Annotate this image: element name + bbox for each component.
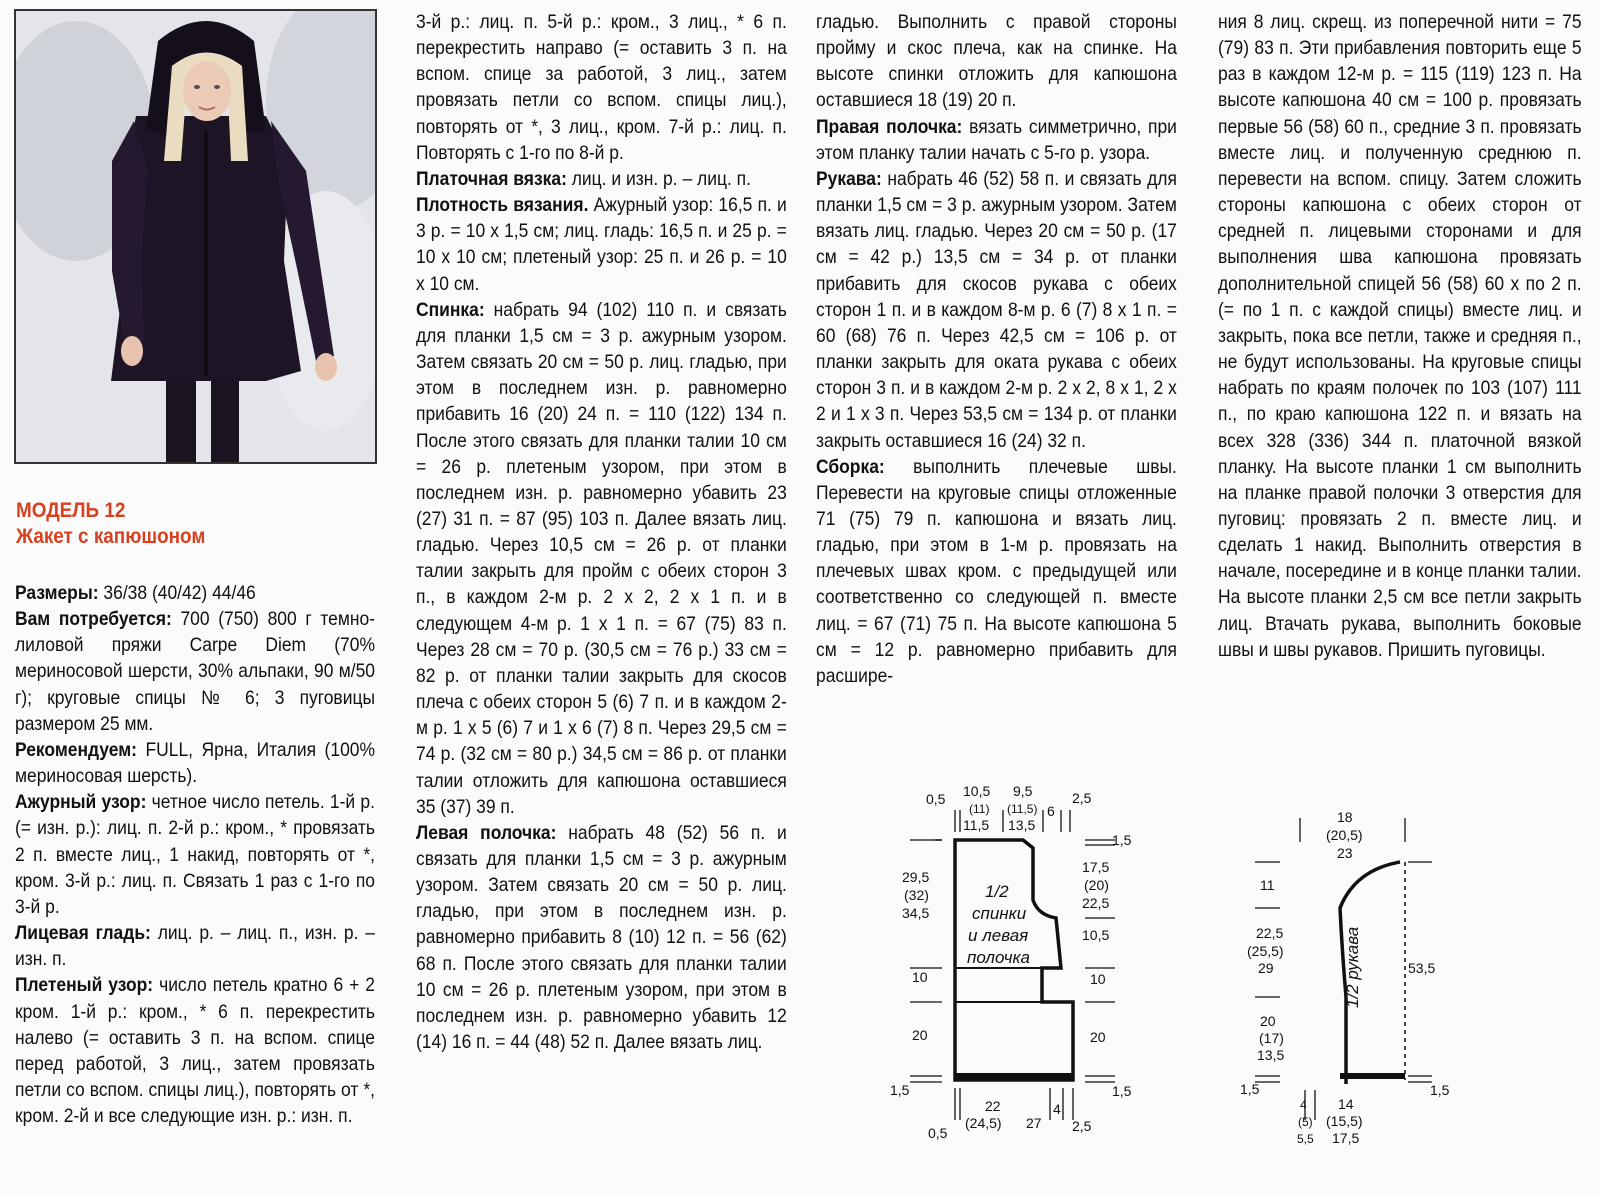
term: Рекомендуем:: [15, 738, 137, 761]
dim-label: 10,5: [1082, 927, 1110, 943]
paragraph-text: гладью. Выполнить с правой стороны пройму и скос плеча, как на спинке. На высоте спинки отложить для капюшона оставшиеся 18 (19) 20 п.: [816, 11, 1177, 112]
paragraph-assembly-cont: [1218, 9, 1582, 663]
dim-label: 20: [1260, 1013, 1276, 1029]
paragraph-stockinette: [15, 920, 375, 972]
dim-label: 1,5: [1112, 832, 1132, 848]
text-column-2: [416, 9, 787, 1055]
paragraph-text: FULL, Ярна, Италия (100% мериносовая шерсть).: [15, 738, 375, 788]
dim-label: 22,5: [1082, 895, 1110, 911]
paragraph-left-front-cont: [816, 9, 1177, 114]
dim-label: 22,5: [1256, 925, 1284, 941]
dim-label: 18: [1337, 809, 1353, 825]
dim-label: (20): [1084, 877, 1109, 893]
body-label-4: полочка: [967, 948, 1030, 967]
dim-label: 11,5: [963, 817, 990, 833]
sleeve-schematic-labels: [1240, 809, 1450, 1146]
dim-label: 53,5: [1408, 960, 1436, 976]
dim-label: (15,5): [1326, 1113, 1363, 1129]
term: Плетеный узор:: [15, 974, 154, 997]
paragraph-garter: [416, 166, 787, 192]
dim-label: 4: [1300, 1098, 1307, 1112]
body-label-2: спинки: [972, 904, 1027, 923]
paragraph-text: лиц. и изн. р. – лиц. п.: [566, 167, 751, 190]
paragraph-cable-pattern: [15, 972, 375, 1129]
model-heading: [16, 498, 205, 550]
paragraph-lace-pattern: [15, 789, 375, 920]
paragraph-text: число петель кратно 6 + 2 кром. 1-й р.: кром., * 6 п. перекрестить налево (= оставить 3 п. на вспом. спице перед работой, 3 лиц., затем провязать петли со вспом. спицы лиц.), повторять от *, кром. 2-й и все следующие изн. р.: изн. п.: [15, 974, 375, 1128]
schematic-drawings: [880, 770, 1600, 1189]
dim-label: (17): [1259, 1030, 1284, 1046]
term: Размеры:: [15, 582, 99, 604]
paragraph-recommend: [15, 737, 375, 789]
body-label-3: и левая: [968, 926, 1029, 945]
dim-label: 10,5: [963, 783, 991, 799]
term: Спинка:: [416, 298, 485, 321]
model-number: МОДЕЛЬ 12: [16, 499, 126, 522]
term: Левая полочка:: [416, 821, 557, 844]
dim-label: 9,5: [1013, 783, 1033, 799]
dim-label: 13,5: [1008, 817, 1036, 833]
dim-label: (20,5): [1326, 827, 1363, 843]
dim-label: 14: [1338, 1096, 1354, 1112]
body-schematic-labels: [890, 783, 1132, 1141]
paragraph-assembly: [816, 454, 1177, 689]
paragraph-materials: [15, 606, 375, 737]
dim-label: (24,5): [965, 1115, 1002, 1131]
dim-label: 6: [1047, 803, 1055, 819]
term: Правая полочка:: [816, 115, 963, 138]
dim-label: 2,5: [1072, 790, 1092, 806]
body-label-1: 1/2: [985, 882, 1009, 901]
dim-label: 34,5: [902, 905, 930, 921]
text-column-1: [15, 580, 375, 1129]
text-column-3: [816, 9, 1177, 689]
dim-label: 22: [985, 1098, 1001, 1114]
paragraph-gauge: [416, 192, 787, 297]
dim-label: 20: [912, 1027, 928, 1043]
paragraph-back: [416, 297, 787, 820]
paragraph-text: 36/38 (40/42) 44/46: [98, 582, 256, 604]
dim-label: 5,5: [1297, 1132, 1314, 1146]
paragraph-sizes: [15, 580, 375, 606]
model-photo: [14, 9, 377, 464]
paragraph-sleeves: [816, 166, 1177, 454]
dim-label: 10: [1090, 971, 1106, 987]
dim-label: 10: [912, 969, 928, 985]
dim-label: (32): [904, 887, 929, 903]
dim-label: 17,5: [1082, 859, 1110, 875]
paragraph-text: 3-й р.: лиц. п. 5-й р.: кром., 3 лиц., * 6 п. перекрестить направо (= оставить 3 п. на вспом. спице за работой, 3 лиц., затем провязать петли со вспом. спицы лиц.), повторять от *, 3 лиц., кром. 7-й р.: лиц. п. Повторять с 1-го по 8-й р.: [416, 11, 787, 164]
pattern-schematics: [880, 770, 1600, 1189]
dim-label: 11: [1260, 877, 1275, 893]
sleeve-title: 1/2 рукава: [1343, 926, 1362, 1008]
dim-label: 0,5: [928, 1125, 948, 1141]
model-photo-illustration: [16, 11, 377, 464]
text-column-4: [1218, 9, 1582, 663]
model-name: Жакет с капюшоном: [16, 525, 206, 548]
dim-label: (25,5): [1247, 943, 1284, 959]
dim-label: (5): [1298, 1115, 1313, 1129]
dim-label: 23: [1337, 845, 1353, 861]
term: Сборка:: [816, 455, 885, 478]
paragraph-left-front: [416, 820, 787, 1055]
paragraph-text: лиц. р. – лиц. п., изн. р. – изн. п.: [15, 922, 375, 971]
term: Ажурный узор:: [15, 791, 147, 814]
term: Плотность вязания.: [416, 194, 589, 217]
term: Платочная вязка:: [416, 167, 567, 190]
term: Вам потребуется:: [15, 608, 172, 631]
paragraph-text: набрать 48 (52) 56 п. и связать для планки 1,5 см = 3 р. ажурным узором. Затем связать 20 см = 50 р. лиц. гладью, при этом в последнем изн. р. равномерно прибавить 8 (10) 12 п. = 56 (62) 68 п. После этого связать для планки талии 10 см = 26 р. плетеным узором, при этом в последнем изн. р. равномерно убавить 12 (14) 16 п. = 44 (48) 52 п. Далее вязать лиц.: [416, 821, 787, 1054]
dim-label: 17,5: [1332, 1130, 1360, 1146]
dim-label: 27: [1026, 1115, 1042, 1131]
dim-label: (11,5): [1007, 802, 1038, 816]
paragraph-text: вязать симметрично, при этом планку талии начать с 5-го р. узора.: [816, 115, 1177, 164]
dim-label: (11): [969, 802, 990, 816]
paragraph-text: Ажурный узор: 16,5 п. и 3 р. = 10 х 1,5 см; лиц. гладь: 16,5 п. и 25 р. = 10 х 10 см; плетеный узор: 25 п. и 26 р. = 10 х 10 см.: [416, 194, 787, 295]
dim-label: 13,5: [1257, 1047, 1285, 1063]
paragraph-text: четное число петель. 1-й р. (= изн. р.): лиц. п. 2-й р.: кром., * провязать 2 п. вместе лиц., 1 накид, повторять от *, кром. 3-й р.: лиц. п. Связать 1 раз с 1-го по 3-й р.: [15, 791, 375, 918]
paragraph-cable-cont: [416, 9, 787, 166]
dim-label: 29,5: [902, 869, 930, 885]
dim-label: 4: [1053, 1101, 1061, 1117]
paragraph-right-front: [816, 114, 1177, 166]
dim-label: 29: [1258, 960, 1274, 976]
term: Рукава:: [816, 167, 882, 190]
paragraph-text: 700 (750) 800 г темно-лиловой пряжи Carpe Diem (70% мериносовой шерсти, 30% альпаки, 90 м/50 г); круговые спицы № 6; 3 пуговицы размером 25 мм.: [15, 608, 375, 735]
dim-label: 20: [1090, 1029, 1106, 1045]
dim-label: 1,5: [1430, 1082, 1450, 1098]
dim-label: 0,5: [926, 791, 946, 807]
term: Лицевая гладь:: [15, 922, 151, 945]
dim-label: 2,5: [1072, 1118, 1092, 1134]
paragraph-text: ния 8 лиц. скрещ. из поперечной нити = 75 (79) 83 п. Эти прибавления повторить еще 5 раз в каждом 12-м р. = 115 (119) 123 п. На высоте капюшона 40 см = 100 р. провязать первые 56 (58) 60 п., средние 3 п. провязать вместе лиц. и полученную среднюю п. перевести на вспом. спицу. Затем сложить стороны капюшона с обеих сторон от средней п. лицевыми сторонами и для выполнения шва капюшона провязать дополнительной спицей 56 (58) 60 х по 2 п. (= по 1 п. с каждой спицы) вместе лиц. и закрыть, пока все петли, также и средняя п., не будут использованы. На круговые спицы набрать по краям полочек по 103 (107) 111 п., по краю капюшона 122 п. и вязать на всех 328 (336) 344 п. платочной вязкой планку. На высоте планки 1 см выполнить на планке правой полочки 3 отверстия для пуговиц: провязать 2 п. вместе лиц. и сделать 1 накид. Выполнить отверстия в начале, посередине и в конце планки талии. На высоте планки 2,5 см все петли закрыть лиц. Втачать рукава, выполнить боковые швы и швы рукавов. Пришить пуговицы.: [1218, 11, 1582, 661]
dim-label: 1,5: [890, 1082, 910, 1098]
dim-label: 1,5: [1112, 1083, 1132, 1099]
paragraph-text: набрать 46 (52) 58 п. и связать для планки 1,5 см = 3 р. ажурным узором. Затем вязать лиц. гладью. Через 20 см = 50 р. (17 см = 42 р.) 13,5 см = 34 р. от планки прибавить для скосов рукава с обеих сторон 1 п. и в каждом 8-м р. 6 (7) 8 х 1 п. = 60 (68) 76 п. Через 42,5 см = 106 р. от планки закрыть для оката рукава с обеих сторон 3 п. и в каждом 2-м р. 2 х 2, 8 х 1, 2 х 2 и 1 х 3 п. Через 53,5 см = 134 р. от планки закрыть оставшиеся 16 (24) 32 п.: [816, 167, 1177, 452]
paragraph-text: набрать 94 (102) 110 п. и связать для планки 1,5 см = 3 р. ажурным узором. Затем связать 20 см = 50 р. лиц. гладью, при этом в последнем изн. р. равномерно прибавить 16 (20) 24 п. = 110 (122) 134 п. После этого связать для планки талии 10 см = 26 р. плетеным узором, при этом в последнем изн. р. равномерно убавить 23 (27) 31 п. = 87 (95) 103 п. Далее вязать лиц. гладью. Через 10,5 см = 26 р. от планки талии закрыть для пройм с обеих сторон 3 п., в каждом 2-м р. 2 х 2, 2 х 1 п. и в следующем 4-м р. 1 х 1 п. = 67 (75) 83 п. Через 28 см = 70 р. (30,5 см = 76 р.) 33 см = 82 р. от планки талии закрыть для скосов плеча с обеих сторон 5 (6) 7 п. и в каждом 2-м р. 1 х 5 (6) 7 и 1 х 6 (7) 8 п. Через 29,5 см = 74 р. (32 см = 80 р.) 34,5 см = 86 р. от планки талии отложить для капюшона оставшиеся 35 (37) 39 п.: [416, 298, 787, 818]
paragraph-text: выполнить плечевые швы. Перевести на круговые спицы отложенные 71 (75) 79 п. капюшона и вязать лиц. гладью, при этом в 1-м р. провязать на плечевых швах кром. с предыдущей или соответственно со следующей п. вместе лиц. = 67 (71) 75 п. На высоте капюшона 5 см = 12 р. равномерно прибавить для расшире-: [816, 455, 1177, 687]
dim-label: 1,5: [1240, 1081, 1260, 1097]
